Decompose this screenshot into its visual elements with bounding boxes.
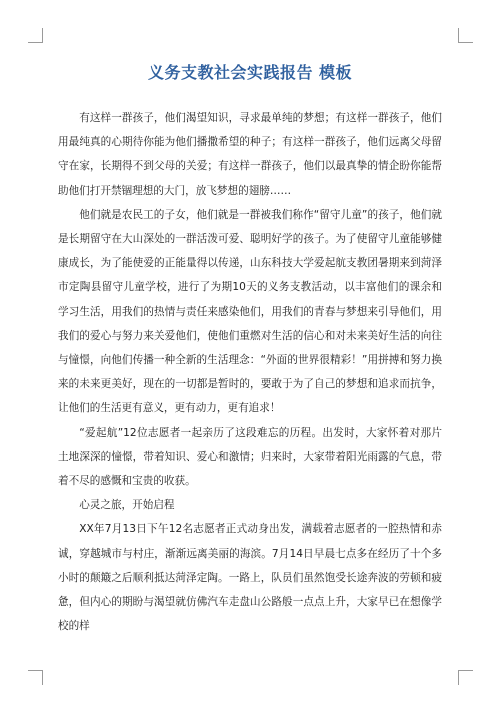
paragraph-volunteers: “爱起航”12位志愿者一起亲历了这段难忘的历程。出发时，大家怀着对那片土地深深的憧憬，带着知识、爱心和激情；归来时，大家带着阳光雨露的气息，带着不尽的感慨和宝贵的收获。 bbox=[58, 426, 442, 488]
crop-mark-top-right bbox=[458, 28, 473, 43]
crop-mark-top-left bbox=[28, 28, 43, 43]
document-body bbox=[58, 106, 442, 638]
document-title: 义务支教社会实践报告 模板 bbox=[147, 63, 353, 82]
crop-mark-bottom-right bbox=[458, 670, 473, 685]
paragraph-departure: XX年7月13日下午12名志愿者正式动身出发，满载着志愿者的一腔热情和赤诚，穿越城市与村庄，渐渐远离美丽的海滨。7月14日早晨七点多在经历了十个多小时的颠簸之后顺利抵达菏泽定陶。一路上，队员们虽然饱受长途奔波的劳顿和疲惫，但内心的期盼与渴望就仿佛汽车走盘山公路般一点点上升，大家早已在想像学校的样 bbox=[58, 523, 442, 633]
paragraph-intro: 有这样一群孩子，他们渴望知识，寻求最单纯的梦想；有这样一群孩子，他们用最纯真的心期待你能为他们播撒希望的种子；有这样一群孩子，他们远离父母留守在家，长期得不到父母的关爱；有这样一群孩子，他们以最真挚的情企盼你能帮助他们打开禁锢理想的大门，放飞梦想的翅膀…… bbox=[58, 112, 442, 197]
crop-mark-bottom-left bbox=[28, 670, 43, 685]
paragraph-background: 他们就是农民工的子女，他们就是一群被我们称作“留守儿童”的孩子，他们就是长期留守在大山深处的一群活泼可爱、聪明好学的孩子。为了使留守儿童能够健康成长，为了能使爱的正能量得以传递，山东科技大学爱起航支教团暑期来到菏泽市定陶县留守儿童学校，进行了为期10天的义务支教活动，以丰富他们的课余和学习生活，用我们的热情与责任来感染他们，用我们的青春与梦想来引导他们，用我们的爱心与努力来关爱他们，使他们重燃对生活的信心和对未来美好生活的向往与憧憬，向他们传播一种全新的生活理念：“外面的世界很精彩！”用拼搏和努力换来的未来更美好，现在的一切都是暂时的，要敢于为了自己的梦想和追求而抗争，让他们的生活更有意义，更有动力，更有追求！ bbox=[58, 208, 442, 415]
section-heading-journey: 心灵之旅，开始启程 bbox=[79, 499, 175, 512]
